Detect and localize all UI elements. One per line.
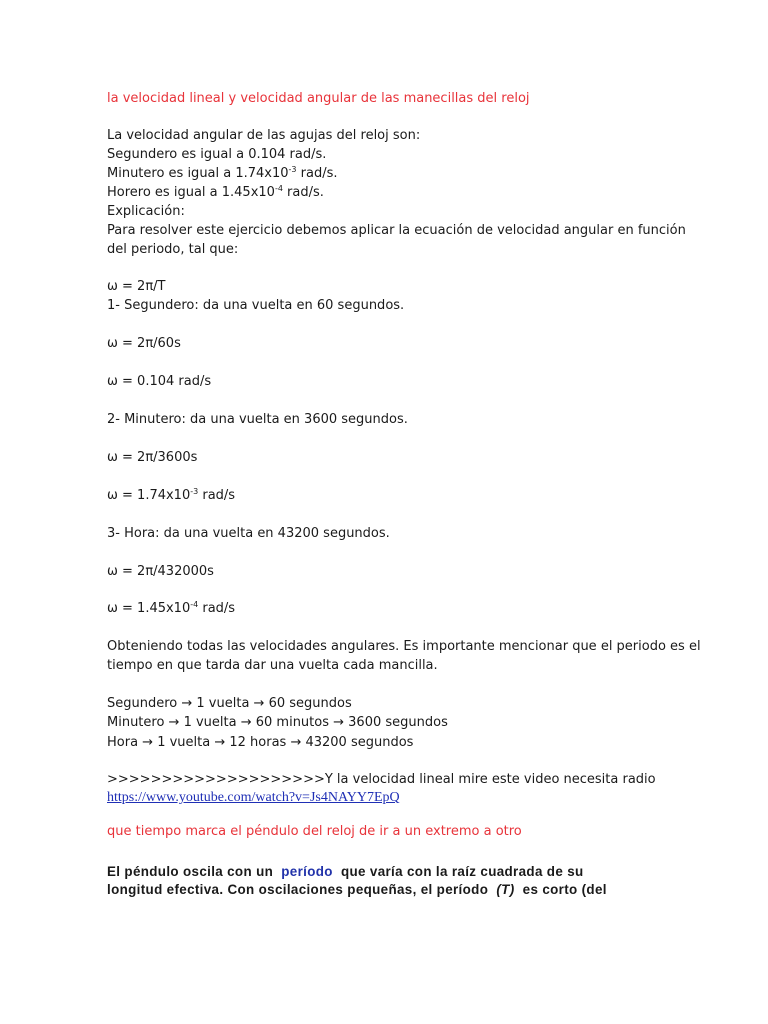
obtaining-line-2: tiempo en que tarda dar una vuelta cada mancilla.	[107, 658, 438, 673]
summary-segundero: Segundero → 1 vuelta → 60 segundos	[107, 696, 352, 711]
exponent: -3	[288, 165, 297, 174]
obtaining-line-1: Obteniendo todas las velocidades angulares. Es importante mencionar que el periodo es el	[107, 639, 701, 654]
intro-line: La velocidad angular de las agujas del reloj son:	[107, 128, 421, 143]
summary-minutero: Minutero → 1 vuelta → 60 minutos → 3600 segundos	[107, 715, 448, 730]
summary-hora: Hora → 1 vuelta → 12 horas → 43200 segundos	[107, 735, 414, 750]
pendulum-line-2: longitud efectiva. Con oscilaciones pequeñas, el período (T) es corto (del	[107, 882, 607, 897]
resolver-line-1: Para resolver este ejercicio debemos aplicar la ecuación de velocidad angular en función	[107, 223, 686, 238]
exponent: -4	[274, 184, 283, 193]
explicacion-label: Explicación:	[107, 204, 185, 219]
minutero-result: Minutero es igual a $1.74x10^{-3}$ rad/s.	[107, 165, 338, 181]
step-2: 2- Minutero: da una vuelta en 3600 segundos.	[107, 412, 408, 427]
video-note: >>>>>>>>>>>>>>>>>>>>Y la velocidad lineal mire este video necesita radio	[107, 772, 656, 787]
omega-2-value: $\omega = 1.74x10^{-3}$ rad/s	[107, 487, 236, 503]
step-1: 1- Segundero: da una vuelta en 60 segundos.	[107, 298, 405, 313]
periodo-keyword: período	[281, 864, 333, 879]
omega-2-formula: ω = 2π/3600s	[107, 450, 198, 465]
horero-result: Horero es igual a $1.45x10^{-4}$ rad/s.	[107, 184, 324, 200]
youtube-link[interactable]: https://www.youtube.com/watch?v=Js4NAYY7EpQ	[107, 790, 400, 805]
heading-clock-velocity: la velocidad lineal y velocidad angular de las manecillas del reloj	[107, 91, 530, 106]
step-3: 3- Hora: da una vuelta en 43200 segundos.	[107, 526, 390, 541]
omega-3-value: $\omega = 1.45x10^{-4}$ rad/s	[107, 600, 236, 616]
omega-1-value: ω = 0.104 rad/s	[107, 374, 212, 389]
formula-omega: ω = 2π/T	[107, 279, 166, 294]
heading-pendulum: que tiempo marca el péndulo del reloj de ir a un extremo a otro	[107, 824, 522, 839]
exponent: -3	[190, 487, 199, 496]
resolver-line-2: del periodo, tal que:	[107, 242, 239, 257]
omega-1-formula: ω = 2π/60s	[107, 336, 181, 351]
omega-3-formula: ω = 2π/432000s	[107, 564, 214, 579]
period-symbol: (T)	[496, 882, 515, 897]
exponent: -4	[190, 600, 199, 609]
pendulum-line-1: El péndulo oscila con un período que varía con la raíz cuadrada de su	[107, 864, 584, 879]
segundero-result: Segundero es igual a 0.104 rad/s.	[107, 147, 327, 162]
